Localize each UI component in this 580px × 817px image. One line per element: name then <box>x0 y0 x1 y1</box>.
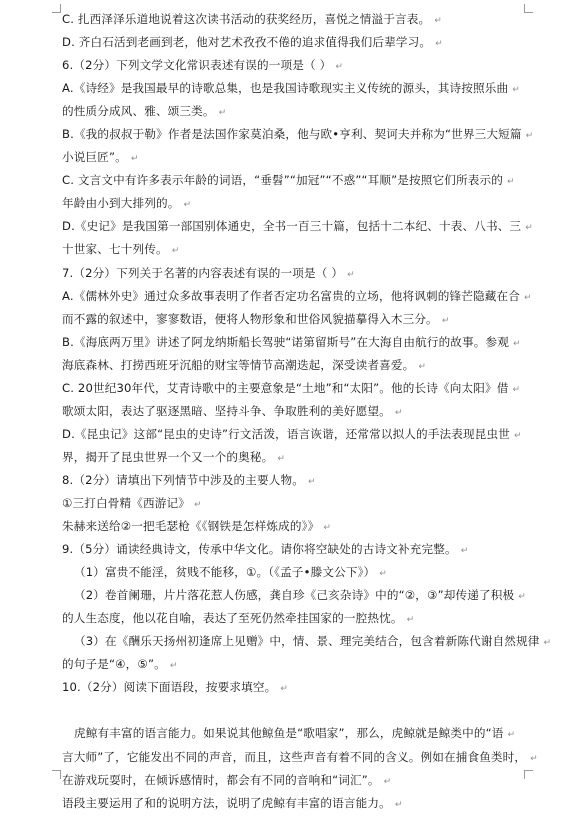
text-line <box>62 699 514 722</box>
text-line-content: （1）富贵不能淫，贫贱不能移，①。（《孟子•滕文公下》） <box>74 565 376 580</box>
text-line-content: 十世家、七十列传。 <box>62 242 168 257</box>
text-line <box>62 630 552 653</box>
text-line <box>62 331 521 354</box>
text-line <box>62 607 514 630</box>
paragraph-mark-icon: ↵ <box>525 131 534 142</box>
paragraph-mark-icon: ↵ <box>441 315 450 326</box>
paragraph-mark-icon: ↵ <box>406 615 415 626</box>
text-line-content: 6.（2分）下列文学文化常识表述有误的一项是（ ） <box>62 58 332 73</box>
paragraph-mark-icon: ↵ <box>394 407 403 418</box>
text-line <box>62 492 514 515</box>
text-line-content: 歌颂太阳，表达了驱逐黑暗、坚持斗争、争取胜利的美好愿望。 <box>62 403 391 418</box>
text-line <box>62 285 532 308</box>
paragraph-mark-icon: ↵ <box>514 430 522 441</box>
text-line-content: 的句子是“④，⑤”。 <box>62 657 166 672</box>
text-line <box>62 215 533 238</box>
text-line-content: D. 齐白石活到老画到老，他对艺术孜孜不倦的追求值得我们后辈学习。 <box>62 35 432 50</box>
text-line <box>62 308 514 331</box>
text-line-content: B.《我的叔叔于勒》作者是法国作家莫泊桑，他与欧•亨利、契诃夫并称为“世界三大短篇 <box>62 127 522 142</box>
text-line <box>62 377 521 400</box>
paragraph-mark-icon: ↵ <box>434 16 442 26</box>
text-line <box>62 792 514 815</box>
paragraph-mark-icon: ↵ <box>280 684 289 695</box>
text-line-content: C. 文言文中有许多表示年龄的词语，“垂髫”“加冠”“不惑”“耳顺”是按照它们所表示的 <box>62 173 503 188</box>
corner-mark-top-left <box>52 4 61 13</box>
text-line-content: C. 扎西泽泽乐道地说着这次读书活动的获奖经历，喜悦之情溢于言表。 <box>62 12 431 26</box>
text-line <box>62 100 514 123</box>
text-line <box>62 676 514 699</box>
paragraph-mark-icon: ↵ <box>335 62 344 73</box>
document-body <box>62 8 552 815</box>
text-line <box>62 354 514 377</box>
paragraph-mark-icon: ↵ <box>347 269 355 280</box>
text-line-content: ①三打白骨精《西游记》 <box>62 495 190 510</box>
paragraph-mark-icon: ↵ <box>512 85 520 96</box>
text-line-content: 7.（2分）下列关于名著的内容表述有误的一项是（ ） <box>62 265 344 280</box>
text-line-content: C. 20世纪30年代，艾青诗歌中的主要意象是“土地”和“太阳”。他的长诗《向太阳》借 <box>62 380 509 395</box>
paragraph-mark-icon: ↵ <box>394 799 403 810</box>
text-line <box>62 561 514 584</box>
text-line-content: B.《海底两万里》讲述了阿龙纳斯船长驾驶“诺第留斯号”在大海自由航行的故事。参观 <box>62 334 510 349</box>
text-line-content: A.《诗经》是我国最早的诗歌总集，也是我国诗歌现实主义传统的源头，其诗按照乐曲 <box>62 81 509 96</box>
text-line-content: （2）卷首阑珊，片片落花惹人伤感，龚自珍《己亥杂诗》中的“②，③”却传递了积极 <box>74 588 515 603</box>
text-line <box>62 538 514 561</box>
paragraph-mark-icon: ↵ <box>308 476 316 487</box>
text-line <box>62 77 520 100</box>
text-line <box>62 238 514 261</box>
text-line-content: 语段主要运用了和的说明方法，说明了虎鲸有丰富的语言能力。 <box>62 795 391 810</box>
paragraph-mark-icon: ↵ <box>523 292 532 303</box>
text-line <box>62 192 514 215</box>
paragraph-mark-icon: ↵ <box>183 200 192 211</box>
text-line <box>62 515 514 538</box>
paragraph-mark-icon: ↵ <box>171 246 180 257</box>
paragraph-mark-icon: ↵ <box>379 569 387 580</box>
corner-mark-top-right <box>524 4 533 13</box>
paragraph-mark-icon: ↵ <box>193 499 202 510</box>
text-line <box>62 746 538 769</box>
text-line-content: 而不露的叙述中，寥寥数语，便将人物形象和世俗风貌描摹得入木三分。 <box>62 311 438 326</box>
text-line <box>62 722 514 745</box>
text-line <box>62 469 514 492</box>
text-line <box>62 146 514 169</box>
paragraph-mark-icon: ↵ <box>323 523 332 534</box>
paragraph-mark-icon: ↵ <box>383 776 392 787</box>
text-line-content: 在游戏玩耍时，在倾诉感情时，都会有不同的音响和“词汇”。 <box>62 772 380 787</box>
text-line-content: A.《儒林外史》通过众多故事表明了作者否定功名富贵的立场，他将讽刺的锋芒隐藏在合 <box>62 288 520 303</box>
paragraph-mark-icon: ↵ <box>507 730 516 741</box>
text-line <box>62 653 514 676</box>
text-line <box>62 400 514 423</box>
paragraph-mark-icon: ↵ <box>460 546 469 557</box>
text-line-content: 10.（2分）阅读下面语段，按要求填空。 <box>62 680 277 695</box>
paragraph-mark-icon: ↵ <box>525 223 533 234</box>
paragraph-mark-icon: ↵ <box>530 753 538 764</box>
text-line-content: 界，揭开了昆虫世界一个又一个的奥秘。 <box>62 449 274 464</box>
paragraph-mark-icon: ↵ <box>513 338 521 349</box>
text-line <box>62 123 534 146</box>
text-line-content: 9.（5分）诵读经典诗文，传承中华文化。请你将空缺处的古诗文补充完整。 <box>62 542 457 557</box>
paragraph-mark-icon: ↵ <box>512 384 521 395</box>
text-line-content: 的人生态度，他以花自喻，表达了至死仍然牵挂国家的一腔热忱。 <box>62 611 403 626</box>
text-line-content: 虎鲸有丰富的语言能力。如果说其他鲸鱼是“歌唱家”，那么，虎鲸就是鲸类中的“语 <box>74 726 504 741</box>
text-line-content: 年龄由小到大排列的。 <box>62 196 180 211</box>
text-line <box>62 446 514 469</box>
text-line <box>62 54 514 77</box>
text-line <box>62 423 522 446</box>
paragraph-mark-icon: ↵ <box>169 661 178 672</box>
text-line-content: 小说巨匠”。 <box>62 150 127 165</box>
text-line-content: 8.（2分）请填出下列情节中涉及的主要人物。 <box>62 472 305 487</box>
paragraph-mark-icon: ↵ <box>543 638 552 649</box>
text-line <box>62 31 514 54</box>
text-line-content: 朱赫来送给②一把毛瑟枪《《钢铁是怎样炼成的》》 <box>62 519 320 534</box>
text-line-content: D.《昆虫记》这部“昆虫的史诗”行文活泼，语言诙谐，还常常以拟人的手法表现昆虫世 <box>62 426 511 441</box>
text-line <box>62 584 526 607</box>
paragraph-mark-icon: ↵ <box>518 592 526 603</box>
paragraph-mark-icon: ↵ <box>218 108 227 119</box>
text-line <box>62 262 514 285</box>
text-line-content: （3）在《酬乐天扬州初逢席上见赠》中，情、景、理完美结合，包含着新陈代谢自然规律 <box>74 634 540 649</box>
text-line-content: D.《史记》是我国第一部国别体通史，全书一百三十篇，包括十二本纪、十表、八书、三 <box>62 219 522 234</box>
paragraph-mark-icon: ↵ <box>435 39 443 50</box>
paragraph-mark-icon: ↵ <box>277 453 286 464</box>
corner-mark-bottom-left <box>52 770 61 779</box>
paragraph-mark-icon: ↵ <box>130 154 139 165</box>
paragraph-mark-icon: ↵ <box>506 177 515 188</box>
corner-mark-bottom-right <box>524 770 533 779</box>
paragraph-mark-icon: ↵ <box>418 361 427 372</box>
text-line-content: 言大师”了，它能发出不同的声音，而且，这些声音有着不同的含义。例如在捕食鱼类时， <box>62 749 527 764</box>
text-line-content: 海底森林、打捞西班牙沉船的财宝等情节高潮迭起，深受读者喜爱。 <box>62 357 415 372</box>
text-line-content: 的性质分成风、雅、颂三类。 <box>62 104 215 119</box>
text-line <box>62 169 514 192</box>
text-line <box>62 769 514 792</box>
text-line <box>62 8 514 31</box>
